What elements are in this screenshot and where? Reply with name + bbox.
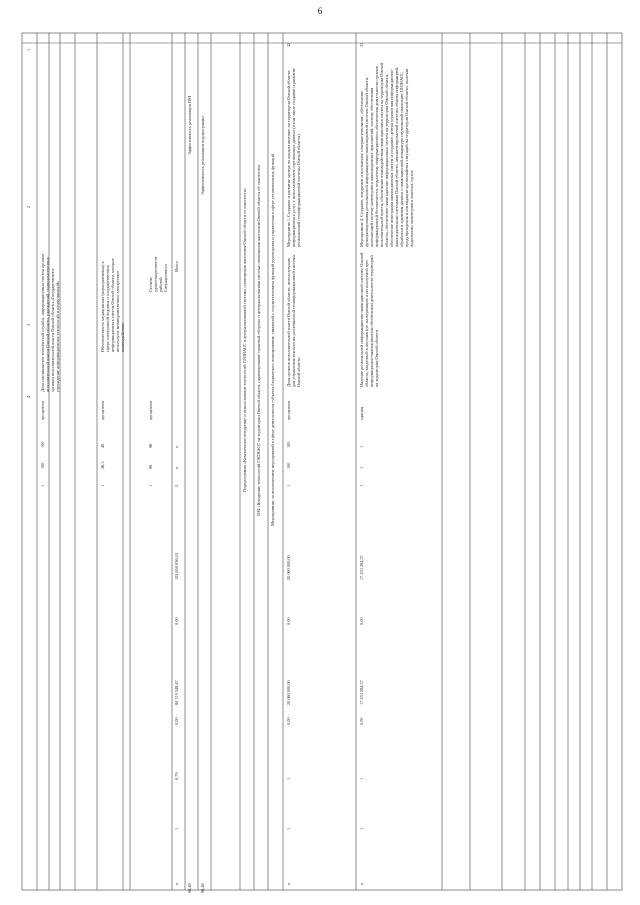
r32-val-2: 100 xyxy=(286,462,291,469)
col-3-number: 3 xyxy=(26,323,31,326)
r32-val-3: 1 xyxy=(286,484,291,487)
page-number: 6 xyxy=(317,6,323,16)
om-title: ОМ «Внедрение технологий ГЛОНАСС на территории Омской области, гарантирование правовой обороны и централизованная система оповещения населения Омской области об опасности» xyxy=(256,164,261,516)
r33-val-2: 1 xyxy=(359,466,364,469)
itogo-val-10: x xyxy=(174,882,179,885)
subprogram-title: Подпрограмма «Комплексное внедрение и использование технологий ГЛОНАСС и централизованной системы оповещения населения Омской области от опасности» xyxy=(242,187,247,493)
r33-val-4: 17 253 284,37 xyxy=(359,555,364,580)
r33-number: 33 xyxy=(359,42,364,47)
row-b-text: Обеспеченность медицинских (корпоративных) в сфере электронной подписи и государственных информационных систем Омской области, которые используют межведомственное электронное взаимодействие xyxy=(100,257,125,352)
col-4-number: 4 xyxy=(26,395,31,398)
row-b-val-2: 56,3 xyxy=(100,461,105,469)
goal-title: Мероприятия, за исключением мероприятий в сфере деятельности субъекта бюджетного планирования, связанной с осуществлением функций руководства и управления в сфере установленных функций xyxy=(270,154,275,526)
r33-indicator: Наличие региональной информационно-навигационной системы Омской области, введенной в постоянную эксплуатацию и используемой при информационно-навигационном обеспечении деятельности территорий на территории Омской области xyxy=(359,252,379,387)
r32-indicator: Доля органов исполнительной власти Омской области, использующих для управления технологии региональной геоинформационной системы Омской области xyxy=(286,253,301,387)
itogo-val-8: 0,79 xyxy=(174,772,179,780)
prev-val-1: 100 xyxy=(40,441,45,448)
r32-number: 32 xyxy=(286,42,291,47)
itogo-val-9: 1 xyxy=(174,827,179,830)
r32-val-1: 100 xyxy=(286,441,291,448)
r32-val-8: 1 xyxy=(286,777,291,780)
r33-val-6: 17 253 284,37 xyxy=(359,680,364,705)
prev-val-2: 100 xyxy=(40,462,45,469)
itogo-val-1: x xyxy=(174,445,179,448)
row-b-val-3: 1 xyxy=(100,484,105,487)
eff-subprog-value: 96,48 xyxy=(200,883,205,893)
itogo-label: Итого xyxy=(174,261,179,272)
r33-val-7: 0,90 xyxy=(359,717,364,725)
r32-val-10: x xyxy=(286,882,291,885)
r32-val-4: 20 060 000,00 xyxy=(286,555,291,580)
itogo-val-5: 0,00 xyxy=(174,617,179,625)
r33-unit: единиц xyxy=(359,406,364,420)
itogo-val-4: 102 650 936,20 xyxy=(174,553,179,580)
r32-val-6: 20 060 000,00 xyxy=(286,680,291,705)
row-b-unit: процентов xyxy=(100,400,105,420)
row-c-unit: процентов xyxy=(148,400,153,420)
r32-unit: процентов xyxy=(286,400,291,420)
prev-row-text: Доля специалистов технической службы, информационных систем органов исполнительной власти Омской области, учреждений, подведомственных органам исполнительной власти Омской области «Государственное учреждение информационных технологий и коммуникаций» xyxy=(40,252,60,392)
eff-subprog-label: Эффективность реализации подпрограммы xyxy=(200,115,205,195)
row-b-val-1: 40 xyxy=(100,443,105,448)
row-c-val-2: 98 xyxy=(148,464,153,469)
r33-val-8: 1 xyxy=(359,777,364,780)
r32-name: Мероприятие 1. Создание и развитие центра по предоставлению на территории Омской области информационных услуг с использованием спутниковых данных (в том числе создание и развитие региональной геоинформационной системы Омской области) xyxy=(286,66,301,247)
r33-val-1: 1 xyxy=(359,445,364,448)
col-2-number: 2 xyxy=(26,205,31,208)
eff-om-label: Эффективность реализации ОМ xyxy=(187,96,192,155)
eff-om-value: 96,48 xyxy=(187,883,192,893)
itogo-val-3: 2 xyxy=(174,484,179,487)
r32-val-7: 0,00 xyxy=(286,717,291,725)
itogo-val-6: 80 319 248,47 xyxy=(174,680,179,705)
prev-val-3: 1 xyxy=(40,484,45,487)
prev-row-unit: процентов xyxy=(40,400,45,420)
row-c-val-3: 1 xyxy=(148,484,153,487)
itogo-val-7: 0,00 xyxy=(174,717,179,725)
col-1-number: 1 xyxy=(26,48,31,51)
r32-val-9: 1 xyxy=(286,827,291,830)
r33-val-9: 1 xyxy=(359,827,364,830)
itogo-val-2: x xyxy=(174,466,179,469)
r33-name: Мероприятие 4. Создание, внедрение и постоянное совершенствование, обеспечение функционирования региональной информационно-навигационной системы Омской области, включающей систему мониторинга навигационных приложений, систему обеспечения информационной безопасности, подсистему информационного обеспечения деятельности органов исполнительной власти, обеспечение взаимодействия навигационных систем на территории Омской области, обеспечение навигационно-информационных систем на территории Омской области, обеспечение интеграции навигационных систем и созданию центра управления информационно-навигационными системами Омской области, автоматизированной системы обмена информацией, обработки и хранения данных о навигационной аппаратуре спутниковой навигации ГЛОНАСС, предупреждения и ликвидации чрезвычайных ситуаций на территории Омской области, включая подсистемы мониторинга опасных грузов xyxy=(359,62,414,247)
row-c-text: Степень удовлетворенности работой Ситуационного xyxy=(148,256,168,292)
row-c-val-1: 96 xyxy=(148,443,153,448)
r33-val-10: x xyxy=(359,882,364,885)
r32-val-5: 0,00 xyxy=(286,617,291,625)
r33-val-5: 0,00 xyxy=(359,617,364,625)
r33-val-3: 1 xyxy=(359,484,364,487)
